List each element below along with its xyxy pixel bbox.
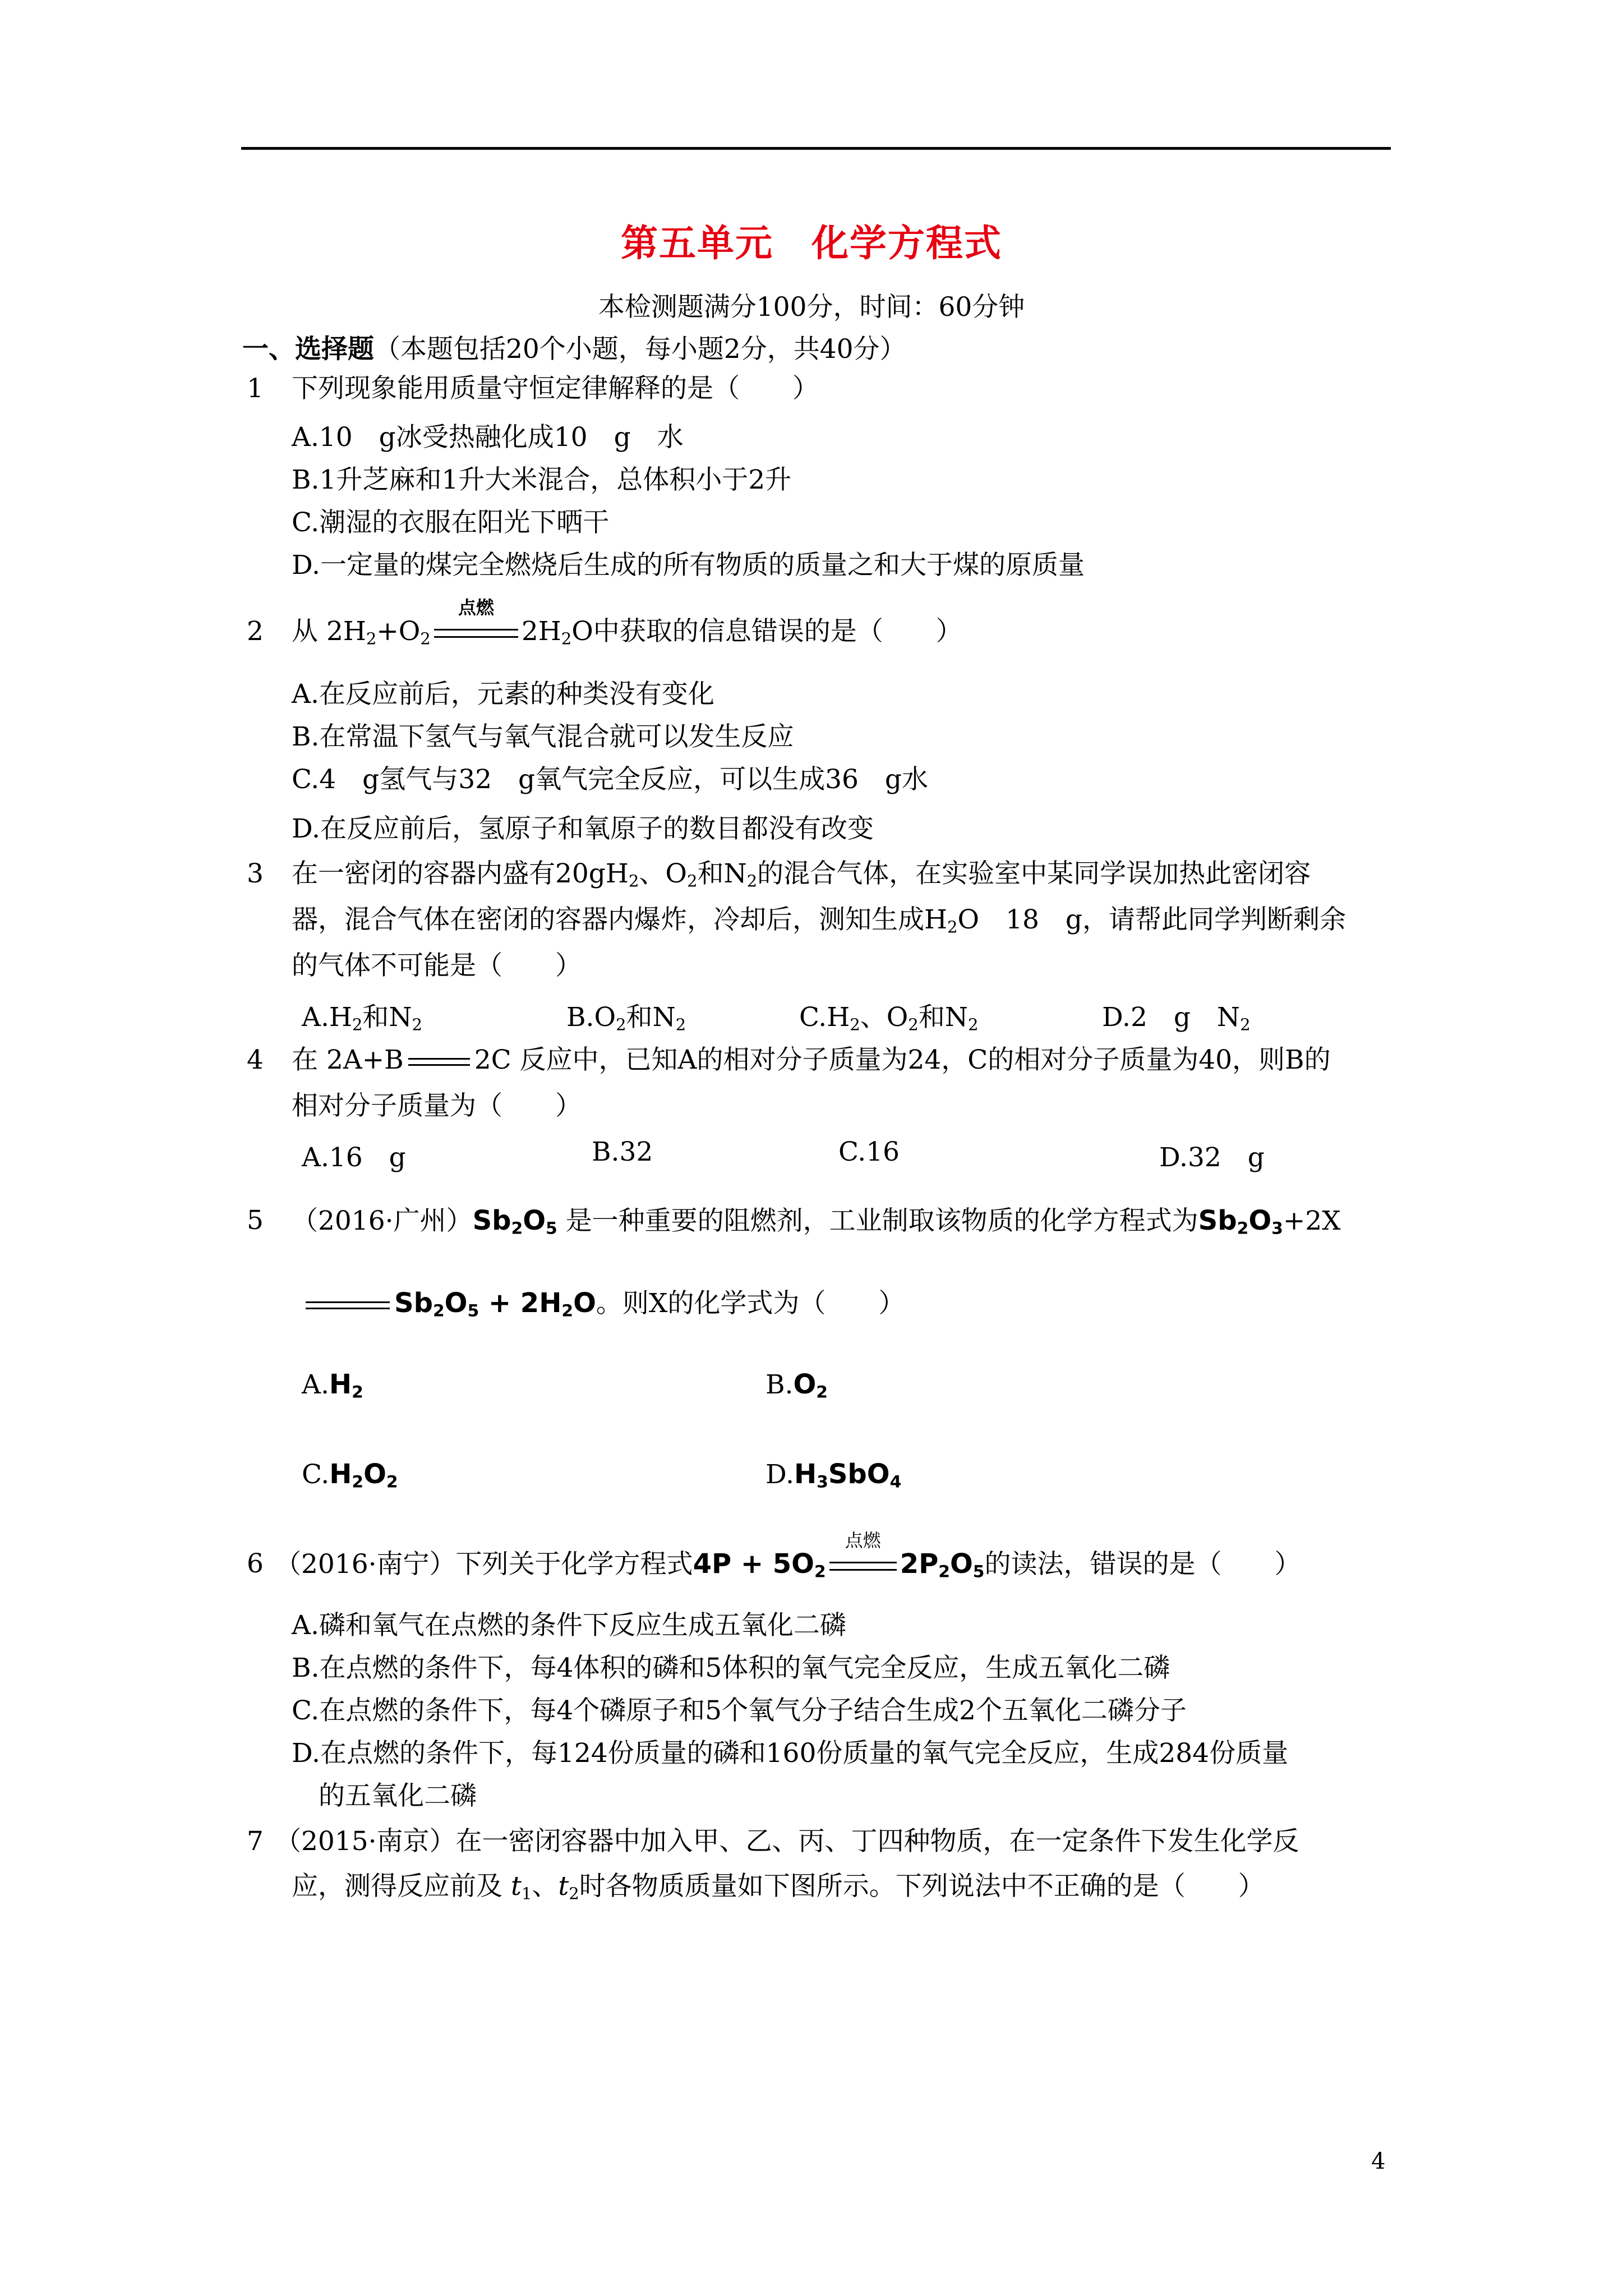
question-number: 5 — [247, 1205, 264, 1236]
option-a: A.在反应前后，元素的种类没有变化 — [292, 679, 714, 710]
option-c: C.4 g氢气与32 g氧气完全反应，可以生成36 g水 — [292, 764, 928, 795]
formula: $Sb_2O_5$ — [472, 1205, 557, 1239]
option-b: B.在常温下氢气与氧气混合就可以发生反应 — [292, 721, 794, 752]
option-d: D.在反应前后，氢原子和氧原子的数目都没有改变 — [292, 813, 874, 844]
option-c: $C.H_2$、$O_2$和$N_2$ — [799, 1002, 979, 1034]
question-stem-line2: 器，混合气体在密闭的容器内爆炸，冷却后，测知生成$H_2O$ 18 g，请帮此同学判断剩余 — [292, 904, 1346, 937]
option-c: C.潮湿的衣服在阳光下晒干 — [292, 507, 610, 538]
option-d-line1: D.在点燃的条件下，每124份质量的磷和160份质量的氧气完全反应，生成284份质量 — [292, 1738, 1289, 1769]
option-d: D.2 g $N_2$ — [1102, 1002, 1251, 1034]
option-b: B.1升芝麻和1升大米混合，总体积小于2升 — [292, 464, 792, 495]
option-b: B.32 — [592, 1137, 653, 1167]
formula: $4P + 5O_2$ — [693, 1548, 826, 1582]
formula: $Sb_2O_5 + 2H_2O$ — [394, 1287, 596, 1321]
question-number: 7 — [247, 1826, 264, 1857]
question-stem-line1: （2016·广州）$Sb_2O_5$ 是一种重要的阻燃剂，工业制取该物质的化学方程式为$Sb_2O_3+2X$ — [292, 1205, 1341, 1239]
header-rule — [241, 147, 1391, 150]
section-label: 一、选择题 — [242, 334, 374, 365]
question-stem: 从 $2H_2+O_2$ 点燃 $2H_2O$中获取的信息错误的是（ ） — [292, 597, 962, 648]
option-a: $A.H_2$和$N_2$ — [302, 1002, 423, 1034]
formula: $Sb_2O_3$ — [1198, 1205, 1283, 1239]
question-stem-line1: （2015·南京）在一密闭容器中加入甲、乙、丙、丁四种物质，在一定条件下发生化学反 — [275, 1826, 1299, 1857]
question-stem-line3: 的气体不可能是（ ） — [292, 950, 582, 981]
question-number: 3 — [247, 858, 264, 889]
option-c: $C.H_2O_2$ — [302, 1458, 398, 1492]
equals-sign — [306, 1301, 390, 1309]
question-stem: 下列现象能用质量守恒定律解释的是（ ） — [292, 373, 819, 404]
section-heading — [242, 328, 906, 366]
reaction-condition-arrow — [826, 1530, 900, 1580]
question-stem-line2: 相对分子质量为（ ） — [292, 1091, 582, 1121]
question-number: 1 — [247, 373, 264, 404]
formula: $2P_2O_5$ — [900, 1548, 985, 1582]
equals-sign — [408, 1058, 470, 1066]
question-stem-line2: $Sb_2O_5 + 2H_2O$。则X的化学式为（ ） — [306, 1287, 905, 1320]
question-number: 4 — [247, 1045, 264, 1075]
exam-info: 本检测题满分100分，时间：60分钟 — [598, 292, 1025, 323]
option-a: A.10 g冰受热融化成10 g 水 — [292, 422, 684, 453]
option-b: $B.O_2$和$N_2$ — [566, 1002, 686, 1034]
option-c: C.16 — [838, 1137, 900, 1167]
page-title: 第五单元 化学方程式 — [621, 221, 1002, 265]
option-a: $A.H_2$ — [302, 1369, 363, 1402]
section-note: （本题包括20个小题，每小题2分，共40分） — [374, 334, 906, 365]
reaction-condition: 点燃 — [845, 1530, 881, 1551]
reaction-condition-arrow — [431, 597, 522, 647]
question-stem: （2016·南宁）下列关于化学方程式$4P + 5O_2$ 点燃 $2P_2O_5$的读法，错误的是（ ） — [275, 1530, 1301, 1582]
question-stem-line2: 应，测得反应前及 $t_1$、$t_2$时各物质质量如下图所示。下列说法中不正确的是（ ） — [292, 1871, 1265, 1903]
option-a: A.16 g — [302, 1142, 406, 1173]
option-b: B.在点燃的条件下，每4体积的磷和5体积的氧气完全反应，生成五氧化二磷 — [292, 1653, 1170, 1683]
option-c: C.在点燃的条件下，每4个磷原子和5个氧气分子结合生成2个五氧化二磷分子 — [292, 1695, 1187, 1726]
question-number: 6 — [247, 1548, 264, 1579]
option-b: $B.O_2$ — [766, 1369, 828, 1402]
question-stem-line1: 在 2A+B 2C 反应中，已知A的相对分子质量为24，C的相对分子质量为40，则B的 — [292, 1045, 1331, 1075]
option-a: A.磷和氧气在点燃的条件下反应生成五氧化二磷 — [292, 1610, 846, 1641]
option-d: D.一定量的煤完全燃烧后生成的所有物质的质量之和大于煤的原质量 — [292, 550, 1085, 581]
page-number: 4 — [1371, 2148, 1386, 2174]
option-d: $D.H_3SbO_4$ — [766, 1458, 902, 1492]
question-number: 2 — [247, 616, 264, 647]
option-d: D.32 g — [1159, 1142, 1265, 1173]
option-d-line2: 的五氧化二磷 — [319, 1780, 477, 1811]
question-stem-line1: 在一密闭的容器内盛有$20gH_2$、$O_2$和$N_2$的混合气体，在实验室中某同学误加热此密闭容 — [292, 858, 1311, 891]
reaction-condition: 点燃 — [458, 597, 494, 618]
